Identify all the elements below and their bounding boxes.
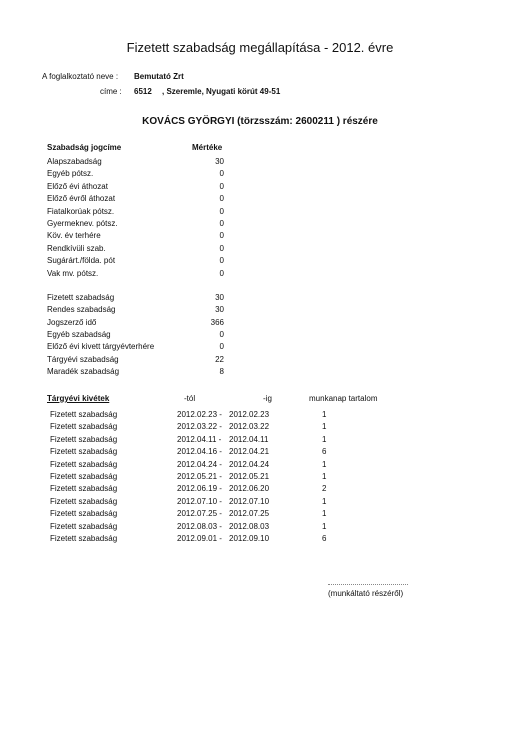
summary-value: 30 — [215, 305, 224, 315]
entitlement-value: 30 — [215, 157, 224, 166]
entitlement-value: 0 — [219, 169, 224, 179]
entitlement-value: 0 — [219, 219, 224, 228]
leave-type: Fizetett szabadság — [50, 434, 118, 444]
leave-days: 6 — [322, 534, 327, 543]
leave-header-from: -tól — [184, 394, 196, 403]
leave-header-days: munkanap tartalom — [309, 394, 378, 403]
leave-from: 2012.07.10 - — [177, 496, 222, 506]
summary-value: 0 — [219, 342, 224, 352]
leave-type: Fizetett szabadság — [50, 496, 118, 506]
summary-value: 0 — [219, 329, 224, 339]
leave-days: 1 — [322, 422, 327, 432]
leave-from: 2012.09.01 - — [177, 534, 222, 543]
leave-from: 2012.04.11 - — [177, 434, 222, 444]
entitlement-label: Alapszabadság — [47, 157, 102, 166]
leave-to: 2012.04.24 — [229, 459, 270, 469]
leave-days: 1 — [322, 521, 327, 531]
leave-type: Fizetett szabadság — [50, 422, 118, 432]
leave-header-to: -ig — [263, 394, 272, 403]
entitlement-value: 0 — [219, 243, 224, 253]
entitlement-label: Rendkívüli szab. — [47, 243, 106, 253]
signature-line — [328, 584, 408, 585]
leave-type: Fizetett szabadság — [50, 410, 118, 419]
leave-days: 1 — [322, 509, 327, 519]
leave-type: Fizetett szabadság — [50, 472, 118, 481]
leave-days: 6 — [322, 447, 327, 457]
leave-days: 1 — [322, 459, 327, 469]
summary-label: Egyéb szabadság — [47, 329, 111, 339]
employer-name: Bemutató Zrt — [134, 72, 184, 81]
leave-from: 2012.03.22 - — [177, 422, 222, 432]
leave-days: 1 — [322, 472, 327, 481]
employer-address-label: címe : — [100, 87, 122, 96]
leave-to: 2012.09.10 — [229, 534, 270, 543]
entitlement-value: 0 — [219, 206, 224, 216]
entitlement-label: Vak mv. pótsz. — [47, 268, 99, 278]
leave-to: 2012.07.10 — [229, 496, 270, 506]
employer-address: , Szeremle, Nyugati körút 49-51 — [162, 87, 281, 96]
leave-type: Fizetett szabadság — [50, 484, 118, 494]
employee-line: KOVÁCS GYÖRGYI (törzsszám: 2600211 ) részére — [142, 116, 378, 127]
summary-label: Tárgyévi szabadság — [47, 354, 119, 364]
summary-value: 30 — [215, 293, 224, 302]
leave-type: Fizetett szabadság — [50, 459, 118, 469]
entitlement-value: 0 — [219, 181, 224, 191]
summary-label: Rendes szabadság — [47, 305, 116, 315]
leave-to: 2012.06.20 — [229, 484, 270, 494]
leave-to: 2012.05.21 — [229, 472, 270, 481]
leave-days: 2 — [322, 484, 327, 494]
leave-days: 1 — [322, 434, 327, 444]
summary-label: Maradék szabadság — [47, 366, 120, 376]
leave-type: Fizetett szabadság — [50, 521, 118, 531]
employer-postcode: 6512 — [134, 87, 152, 96]
leave-from: 2012.07.25 - — [177, 509, 222, 519]
summary-value: 22 — [215, 354, 224, 364]
leave-to: 2012.04.21 — [229, 447, 270, 457]
summary-label: Előző évi kivett tárgyévterhére — [47, 342, 155, 352]
leave-days: 1 — [322, 410, 327, 419]
summary-value: 8 — [219, 366, 224, 376]
signature-caption: (munkáltató részéről) — [328, 589, 404, 598]
entitlement-label: Gyermeknev. pótsz. — [47, 219, 118, 228]
leave-to: 2012.02.23 — [229, 410, 270, 419]
entitlement-value: 0 — [219, 268, 224, 278]
entitlement-header-value: Mértéke — [192, 143, 223, 152]
leave-from: 2012.05.21 - — [177, 472, 222, 481]
entitlement-label: Egyéb pótsz. — [47, 169, 94, 179]
leave-from: 2012.06.19 - — [177, 484, 222, 494]
leave-type: Fizetett szabadság — [50, 509, 118, 519]
entitlement-header-name: Szabadság jogcíme — [47, 143, 122, 152]
leave-to: 2012.07.25 — [229, 509, 270, 519]
entitlement-value: 0 — [219, 256, 224, 266]
entitlement-label: Köv. év terhére — [47, 231, 101, 241]
entitlement-label: Előző évről áthozat — [47, 194, 116, 204]
document-title: Fizetett szabadság megállapítása - 2012. évre — [126, 40, 394, 55]
leave-type: Fizetett szabadság — [50, 534, 118, 543]
summary-label: Jogszerző idő — [47, 317, 97, 327]
entitlement-label: Sugárárt./földa. pót — [47, 256, 116, 266]
leave-to: 2012.03.22 — [229, 422, 270, 432]
employer-name-label: A foglalkoztató neve : — [42, 72, 119, 81]
entitlement-value: 0 — [219, 194, 224, 204]
summary-label: Fizetett szabadság — [47, 293, 115, 302]
leave-from: 2012.02.23 - — [177, 410, 222, 419]
entitlement-label: Előző évi áthozat — [47, 181, 108, 191]
leave-type: Fizetett szabadság — [50, 447, 118, 457]
leave-header-type: Tárgyévi kivétek — [47, 394, 110, 403]
entitlement-value: 0 — [219, 231, 224, 241]
summary-value: 366 — [210, 317, 224, 327]
leave-from: 2012.04.24 - — [177, 459, 222, 469]
leave-from: 2012.04.16 - — [177, 447, 222, 457]
leave-from: 2012.08.03 - — [177, 521, 222, 531]
leave-to: 2012.08.03 — [229, 521, 270, 531]
leave-to: 2012.04.11 — [229, 434, 269, 444]
entitlement-label: Fiatalkorúak pótsz. — [47, 206, 115, 216]
leave-days: 1 — [322, 496, 327, 506]
